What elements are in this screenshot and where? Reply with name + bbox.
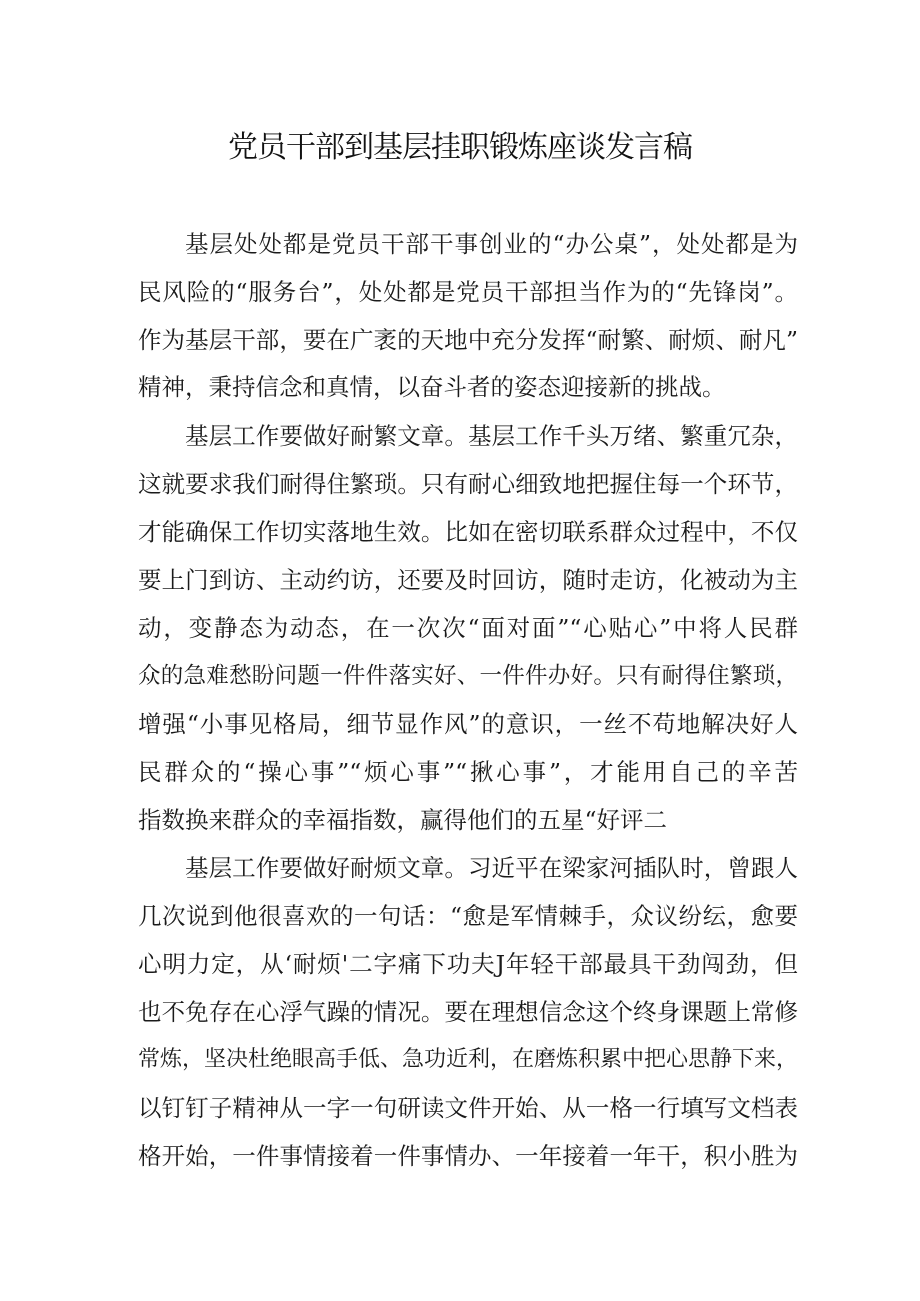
- paragraph-1-line-3: 作为基层干部，要在广袤的天地中充分发挥“耐繁、耐烦、耐凡”: [138, 326, 798, 354]
- paragraph-2-line-6: 众的急难愁盼问题一件件落实好、一件件办好。只有耐得住繁琐，: [138, 663, 798, 689]
- paragraph-1-line-2: 民风险的“服务台”，处处都是党员干部担当作为的“先锋岗”。: [138, 278, 798, 306]
- paragraph-3-line-4: 也不免存在心浮气躁的情况。要在理想信念这个终身课题上常修: [138, 998, 798, 1026]
- paragraph-2-line-8: 民群众的“操心事”“烦心事”“揪心事”，才能用自己的辛苦: [138, 758, 798, 786]
- paragraph-2-line-3: 才能确保工作切实落地生效。比如在密切联系群众过程中，不仅: [138, 518, 798, 546]
- document-title: 党员干部到基层挂职锻炼座谈发言稿: [228, 130, 692, 165]
- paragraph-3-line-5: 常炼，坚决杜绝眼高手低、急功近利，在磨炼积累中把心思静下来，: [138, 1047, 799, 1072]
- paragraph-2-line-2: 这就要求我们耐得住繁琐。只有耐心细致地把握住每一个环节，: [138, 470, 798, 498]
- paragraph-3-line-2: 几次说到他很喜欢的一句话：“愈是军情棘手，众议纷纭，愈要: [138, 902, 798, 930]
- paragraph-1-line-4: 精神，秉持信念和真情，以奋斗者的姿态迎接新的挑战。: [138, 373, 726, 401]
- paragraph-3-line-7: 格开始，一件事情接着一件事情办、一年接着一年干，积小胜为: [138, 1142, 798, 1170]
- paragraph-3-line-3: 心明力定，从‘耐烦'二字痛下功夫J年轻干部最具干劲闯劲，但: [138, 950, 798, 978]
- paragraph-2-line-1: 基层工作要做好耐繁文章。基层工作千头万绪、繁重冗杂，: [185, 422, 798, 450]
- paragraph-1-line-1: 基层处处都是党员干部干事创业的“办公桌”，处处都是为: [185, 230, 798, 258]
- paragraph-2-line-7: 增强“小事见格局，细节显作风”的意识，一丝不苟地解决好人: [138, 710, 798, 738]
- paragraph-3-line-6: 以钉钉子精神从一字一句研读文件开始、从一格一行填写文档表: [138, 1094, 798, 1122]
- paragraph-2-line-9: 指数换来群众的幸福指数，赢得他们的五星“好评二: [138, 806, 668, 834]
- paragraph-2-line-5: 动，变静态为动态，在一次次“面对面”“心贴心”中将人民群: [138, 614, 798, 642]
- paragraph-3-line-1: 基层工作要做好耐烦文章。习近平在梁家河插队时，曾跟人: [185, 854, 798, 882]
- paragraph-2-line-4: 要上门到访、主动约访，还要及时回访，随时走访，化被动为主: [138, 566, 798, 594]
